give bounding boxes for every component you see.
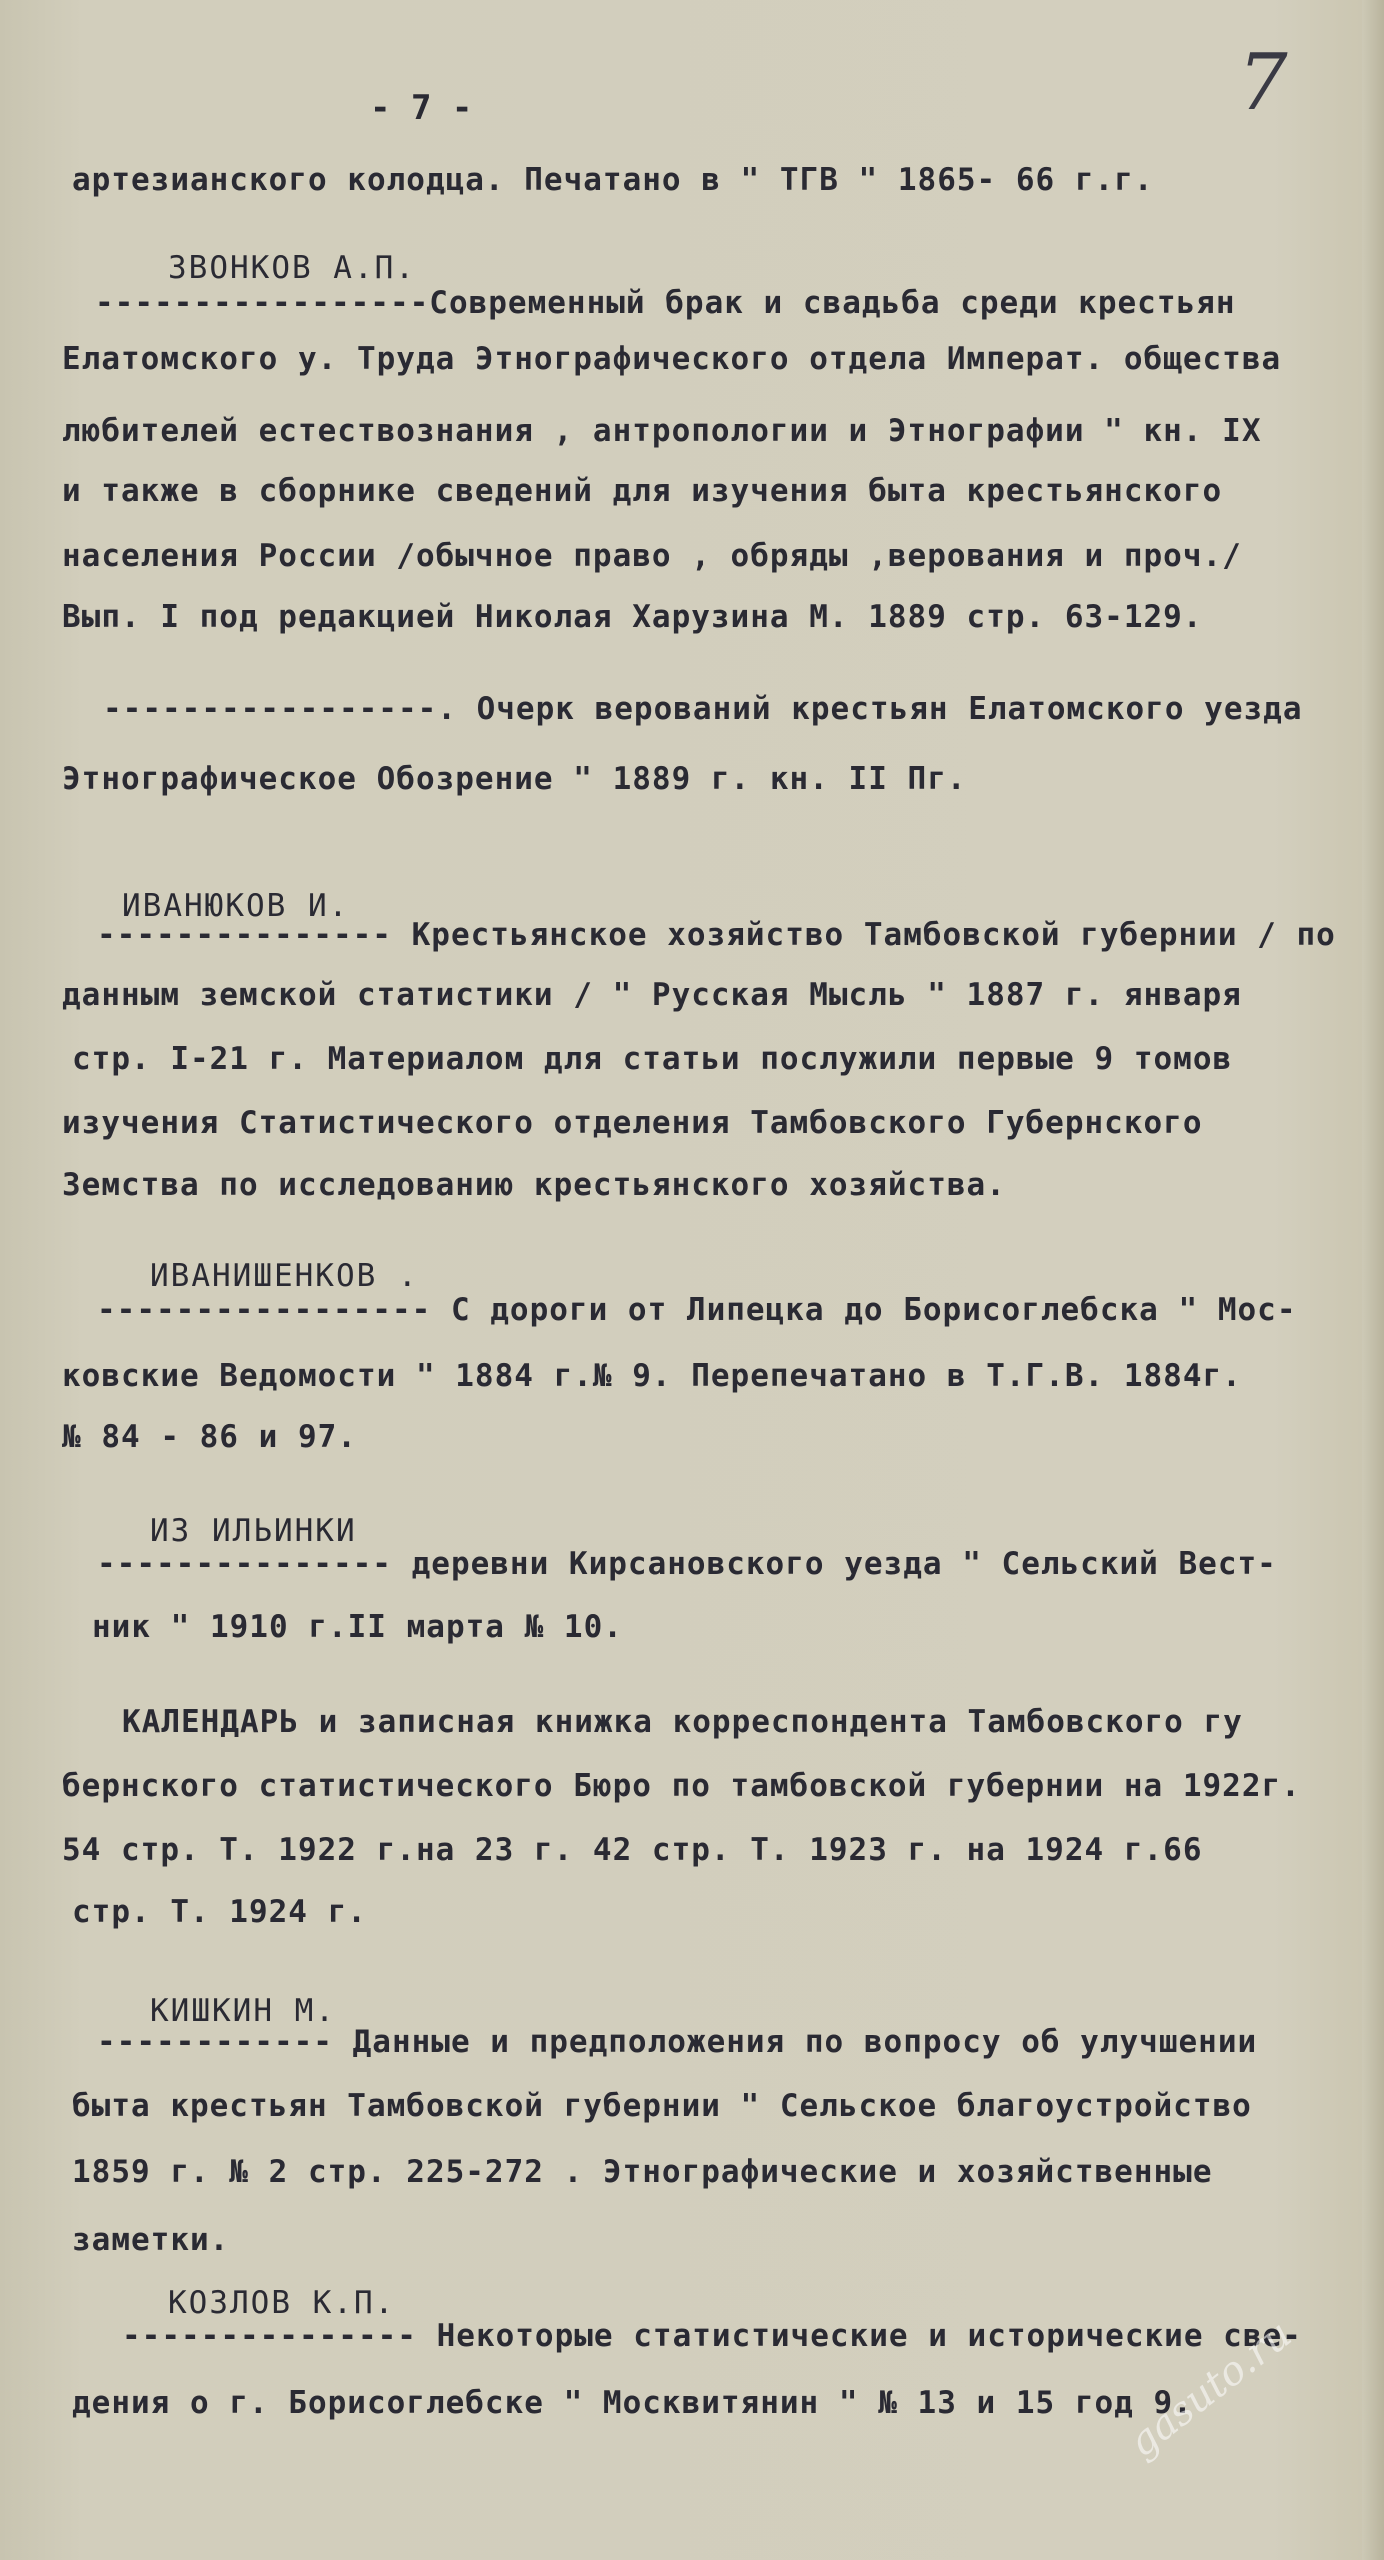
- author-heading: КОЗЛОВ К.П.: [168, 2285, 396, 2321]
- text-line: КАЛЕНДАРЬ и записная книжка корреспондента Тамбовского гу: [122, 1704, 1243, 1740]
- text-line: -----------------. Очерк верований крестьян Елатомского уезда: [103, 691, 1303, 727]
- page-number: - 7 -: [370, 88, 473, 128]
- text-line: заметки.: [72, 2222, 230, 2258]
- text-line: 1859 г. № 2 стр. 225-272 . Этнографические и хозяйственные: [72, 2154, 1213, 2190]
- text-line: Вып. I под редакцией Николая Харузина М. 1889 стр. 63-129.: [62, 599, 1203, 635]
- text-line: --------------- Крестьянское хозяйство Тамбовской губернии / по: [97, 917, 1336, 953]
- text-line: Елатомского у. Труда Этнографического отдела Императ. общества: [62, 341, 1282, 377]
- text-line: ник " 1910 г.II марта № 10.: [92, 1609, 623, 1645]
- paper-edge: [1362, 0, 1384, 2560]
- handwritten-page-number: 7: [1238, 38, 1288, 128]
- text-line: бернского статистического Бюро по тамбовской губернии на 1922г.: [62, 1768, 1301, 1804]
- text-line: Земства по исследованию крестьянского хозяйства.: [62, 1167, 1006, 1203]
- text-line: 54 стр. Т. 1922 г.на 23 г. 42 стр. Т. 1923 г. на 1924 г.66: [62, 1832, 1203, 1868]
- text-line: стр. Т. 1924 г.: [72, 1894, 367, 1930]
- text-line: стр. I-21 г. Материалом для статьи послужили первые 9 томов: [72, 1041, 1233, 1077]
- text-line: № 84 - 86 и 97.: [62, 1419, 357, 1455]
- author-heading: ИВАНИШЕНКОВ .: [150, 1258, 419, 1294]
- text-line: быта крестьян Тамбовской губернии " Сельское благоустройство: [72, 2088, 1252, 2124]
- text-line: и также в сборнике сведений для изучения быта крестьянского: [62, 473, 1223, 509]
- author-heading: ИВАНЮКОВ И.: [122, 888, 350, 924]
- watermark: gasuto.ru: [1120, 2311, 1301, 2467]
- text-line: дения о г. Борисоглебске " Москвитянин " № 13 и 15 год 9.: [72, 2385, 1193, 2421]
- text-line: ковские Ведомости " 1884 г.№ 9. Перепечатано в Т.Г.В. 1884г.: [62, 1358, 1242, 1394]
- text-line: -----------------Современный брак и свадьба среди крестьян: [95, 285, 1236, 321]
- text-line: населения России /обычное право , обряды ,верования и проч./: [62, 538, 1242, 574]
- author-heading: КИШКИН М.: [150, 1993, 336, 2029]
- text-line: изучения Статистического отделения Тамбовского Губернского: [62, 1105, 1203, 1141]
- text-line: Этнографическое Обозрение " 1889 г. кн. II Пг.: [62, 761, 967, 797]
- text-line: --------------- деревни Кирсановского уезда " Сельский Вест-: [97, 1546, 1277, 1582]
- text-line: --------------- Некоторые статистические и исторические све-: [122, 2318, 1302, 2354]
- text-line: любителей естествознания , антропологии и Этнографии " кн. IX: [62, 413, 1262, 449]
- text-line: артезианского колодца. Печатано в " ТГВ " 1865- 66 г.г.: [72, 162, 1154, 198]
- text-line: данным земской статистики / " Русская Мысль " 1887 г. января: [62, 977, 1242, 1013]
- text-line: ------------ Данные и предположения по вопросу об улучшении: [97, 2024, 1258, 2060]
- author-heading: ИЗ ИЛЬИНКИ: [150, 1513, 357, 1549]
- author-heading: ЗВОНКОВ А.П.: [168, 250, 416, 286]
- text-line: ----------------- С дороги от Липецка до Борисоглебска " Мос-: [97, 1292, 1297, 1328]
